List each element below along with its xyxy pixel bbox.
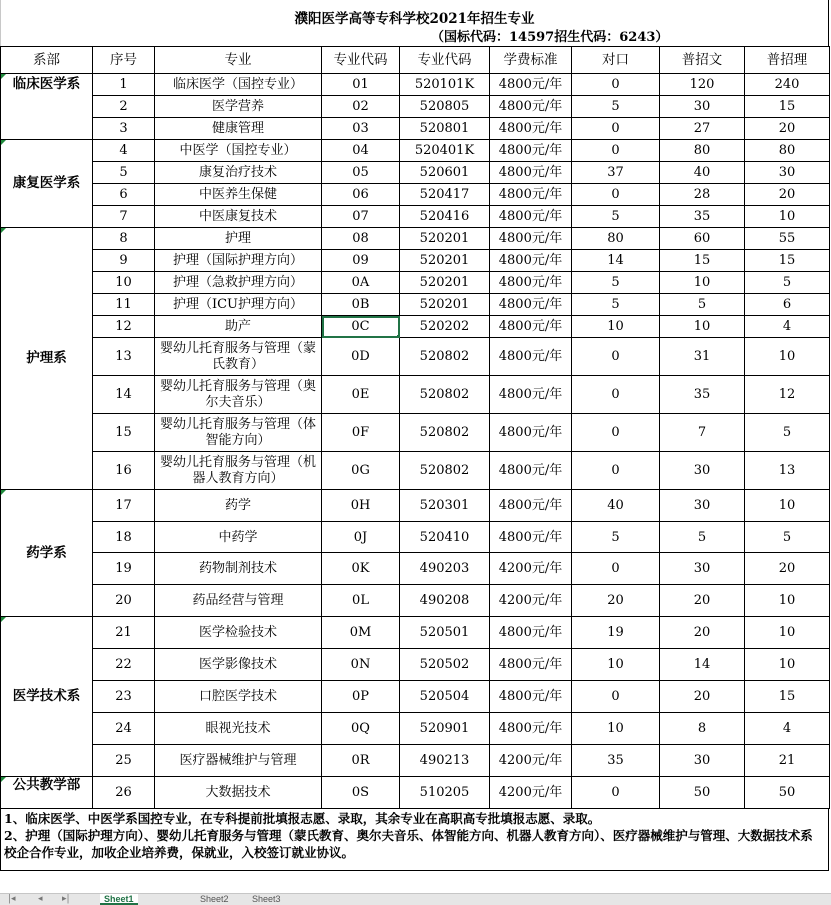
- fee-cell[interactable]: 4800元/年: [490, 522, 572, 553]
- duikou-cell[interactable]: 14: [572, 250, 660, 272]
- dept-cell-pharmacy[interactable]: 药学系: [1, 490, 93, 617]
- wen-cell[interactable]: 40: [660, 162, 745, 184]
- duikou-cell[interactable]: 5: [572, 272, 660, 294]
- duikou-cell[interactable]: 5: [572, 522, 660, 553]
- code-cell[interactable]: 520401K: [400, 140, 490, 162]
- major-cell[interactable]: 中药学: [155, 522, 322, 553]
- wen-cell[interactable]: 30: [660, 490, 745, 522]
- code-cell[interactable]: 520201: [400, 250, 490, 272]
- duikou-cell[interactable]: 0: [572, 376, 660, 414]
- mcode-cell[interactable]: 01: [322, 74, 400, 96]
- li-cell[interactable]: 13: [745, 452, 830, 490]
- li-cell[interactable]: 5: [745, 522, 830, 553]
- wen-cell[interactable]: 5: [660, 294, 745, 316]
- mcode-cell[interactable]: 07: [322, 206, 400, 228]
- major-cell[interactable]: 医学营养: [155, 96, 322, 118]
- mcode-cell[interactable]: 0G: [322, 452, 400, 490]
- wen-cell[interactable]: 20: [660, 585, 745, 617]
- sheet-title: 濮阳医学高等专科学校2021年招生专业: [294, 11, 535, 27]
- header-cell[interactable]: 普招理: [745, 47, 830, 74]
- table-row: [1, 522, 830, 553]
- fee-cell[interactable]: 4800元/年: [490, 713, 572, 745]
- table-row: [1, 617, 830, 649]
- duikou-cell[interactable]: 0: [572, 553, 660, 585]
- code-cell[interactable]: 520502: [400, 649, 490, 681]
- mcode-cell[interactable]: 06: [322, 184, 400, 206]
- mcode-cell[interactable]: 0M: [322, 617, 400, 649]
- duikou-cell[interactable]: 0: [572, 338, 660, 376]
- wen-cell[interactable]: 27: [660, 118, 745, 140]
- fee-cell[interactable]: 4800元/年: [490, 452, 572, 490]
- wen-cell[interactable]: 30: [660, 745, 745, 777]
- no-cell[interactable]: 26: [93, 777, 155, 809]
- header-cell[interactable]: 对口: [572, 47, 660, 74]
- table-row: [1, 414, 830, 452]
- wen-cell[interactable]: 35: [660, 376, 745, 414]
- table-row: [1, 777, 830, 809]
- major-cell[interactable]: 大数据技术: [155, 777, 322, 809]
- dept-cell-public[interactable]: 公共教学部: [1, 777, 93, 809]
- li-cell[interactable]: 4: [745, 316, 830, 338]
- li-cell[interactable]: 10: [745, 206, 830, 228]
- fee-cell[interactable]: 4800元/年: [490, 414, 572, 452]
- no-cell[interactable]: 25: [93, 745, 155, 777]
- mcode-cell[interactable]: 0R: [322, 745, 400, 777]
- code-cell[interactable]: 520504: [400, 681, 490, 713]
- fee-cell[interactable]: 4800元/年: [490, 206, 572, 228]
- tab-sheet1[interactable]: Sheet1: [100, 894, 138, 905]
- duikou-cell[interactable]: 20: [572, 585, 660, 617]
- wen-cell[interactable]: 10: [660, 316, 745, 338]
- mcode-cell[interactable]: 0D: [322, 338, 400, 376]
- mcode-cell[interactable]: 0L: [322, 585, 400, 617]
- fee-cell[interactable]: 4800元/年: [490, 228, 572, 250]
- mcode-cell[interactable]: 0P: [322, 681, 400, 713]
- note-2: 2、护理（国际护理方向）、婴幼儿托育服务与管理（蒙氏教育、奥尔夫音乐、体智能方向、机器人教育方向）、医疗器械维护与管理、大数据技术系校企合作专业，加收企业培养费，保就业，入校签订就业协议。: [4, 828, 813, 860]
- tab-sheet3[interactable]: Sheet3: [252, 894, 281, 904]
- header-cell[interactable]: 系部: [1, 47, 93, 74]
- code-cell[interactable]: 520801: [400, 118, 490, 140]
- major-cell[interactable]: 护理（国际护理方向）: [155, 250, 322, 272]
- duikou-cell[interactable]: 37: [572, 162, 660, 184]
- fee-cell[interactable]: 4200元/年: [490, 777, 572, 809]
- li-cell[interactable]: 10: [745, 617, 830, 649]
- no-cell[interactable]: 14: [93, 376, 155, 414]
- li-cell[interactable]: 21: [745, 745, 830, 777]
- wen-cell[interactable]: 20: [660, 681, 745, 713]
- table-row: [1, 338, 830, 376]
- fee-cell[interactable]: 4800元/年: [490, 118, 572, 140]
- mcode-cell[interactable]: 0S: [322, 777, 400, 809]
- wen-cell[interactable]: 60: [660, 228, 745, 250]
- li-cell[interactable]: 30: [745, 162, 830, 184]
- mcode-cell[interactable]: 0E: [322, 376, 400, 414]
- no-cell[interactable]: 9: [93, 250, 155, 272]
- no-cell[interactable]: 5: [93, 162, 155, 184]
- li-cell[interactable]: 15: [745, 681, 830, 713]
- table-row: [1, 206, 830, 228]
- li-cell[interactable]: 20: [745, 118, 830, 140]
- li-cell[interactable]: 80: [745, 140, 830, 162]
- sheet-subtitle: （国标代码：14597招生代码：6243）: [431, 30, 669, 45]
- li-cell[interactable]: 20: [745, 184, 830, 206]
- duikou-cell[interactable]: 5: [572, 206, 660, 228]
- duikou-cell[interactable]: 0: [572, 184, 660, 206]
- no-cell[interactable]: 16: [93, 452, 155, 490]
- table-row: [1, 713, 830, 745]
- tab-sheet2[interactable]: Sheet2: [200, 894, 229, 904]
- table-row: [1, 745, 830, 777]
- li-cell[interactable]: 10: [745, 585, 830, 617]
- li-cell[interactable]: 50: [745, 777, 830, 809]
- fee-cell[interactable]: 4800元/年: [490, 490, 572, 522]
- major-cell[interactable]: 医学检验技术: [155, 617, 322, 649]
- major-cell[interactable]: 护理（ICU护理方向）: [155, 294, 322, 316]
- no-cell[interactable]: 13: [93, 338, 155, 376]
- major-cell[interactable]: 护理: [155, 228, 322, 250]
- wen-cell[interactable]: 30: [660, 96, 745, 118]
- major-cell[interactable]: 婴幼儿托育服务与管理（蒙氏教育）: [155, 338, 322, 376]
- header-row: [1, 47, 830, 74]
- mcode-cell[interactable]: 09: [322, 250, 400, 272]
- fee-cell[interactable]: 4200元/年: [490, 585, 572, 617]
- code-cell[interactable]: 520201: [400, 272, 490, 294]
- duikou-cell[interactable]: 5: [572, 96, 660, 118]
- duikou-cell[interactable]: 0: [572, 414, 660, 452]
- table-row: [1, 118, 830, 140]
- code-cell[interactable]: 520416: [400, 206, 490, 228]
- major-cell[interactable]: 康复治疗技术: [155, 162, 322, 184]
- duikou-cell[interactable]: 5: [572, 294, 660, 316]
- no-cell[interactable]: 17: [93, 490, 155, 522]
- header-cell[interactable]: 学费标准: [490, 47, 572, 74]
- code-cell[interactable]: 520501: [400, 617, 490, 649]
- dept-cell-medtech[interactable]: 医学技术系: [1, 617, 93, 777]
- notes-cell[interactable]: [0, 809, 829, 871]
- wen-cell[interactable]: 120: [660, 74, 745, 96]
- mcode-cell[interactable]: 05: [322, 162, 400, 184]
- code-cell[interactable]: 520802: [400, 414, 490, 452]
- major-cell[interactable]: 医疗器械维护与管理: [155, 745, 322, 777]
- li-cell[interactable]: 15: [745, 96, 830, 118]
- major-cell[interactable]: 口腔医学技术: [155, 681, 322, 713]
- mcode-cell[interactable]: 08: [322, 228, 400, 250]
- no-cell[interactable]: 23: [93, 681, 155, 713]
- wen-cell[interactable]: 10: [660, 272, 745, 294]
- wen-cell[interactable]: 20: [660, 617, 745, 649]
- dept-cell-nursing[interactable]: 护理系: [1, 228, 93, 490]
- code-cell[interactable]: 520201: [400, 294, 490, 316]
- fee-cell[interactable]: 4800元/年: [490, 681, 572, 713]
- li-cell[interactable]: 10: [745, 649, 830, 681]
- major-cell[interactable]: 药学: [155, 490, 322, 522]
- wen-cell[interactable]: 80: [660, 140, 745, 162]
- wen-cell[interactable]: 30: [660, 452, 745, 490]
- no-cell[interactable]: 11: [93, 294, 155, 316]
- li-cell[interactable]: 5: [745, 272, 830, 294]
- dept-cell-clinical[interactable]: 临床医学系: [1, 74, 93, 140]
- table-row: [1, 140, 830, 162]
- wen-cell[interactable]: 8: [660, 713, 745, 745]
- duikou-cell[interactable]: 35: [572, 745, 660, 777]
- mcode-cell[interactable]: 04: [322, 140, 400, 162]
- no-cell[interactable]: 19: [93, 553, 155, 585]
- note-1: 1、临床医学、中医学系国控专业，在专科提前批填报志愿、录取，其余专业在高职高专批填报志愿、录取。: [4, 811, 601, 826]
- no-cell[interactable]: 20: [93, 585, 155, 617]
- mcode-cell-selected[interactable]: 0C: [322, 316, 400, 338]
- duikou-cell[interactable]: 0: [572, 74, 660, 96]
- sheet-tab-bar: [0, 893, 831, 905]
- mcode-cell[interactable]: 0N: [322, 649, 400, 681]
- fee-cell[interactable]: 4800元/年: [490, 316, 572, 338]
- li-cell[interactable]: 10: [745, 338, 830, 376]
- duikou-cell[interactable]: 80: [572, 228, 660, 250]
- mcode-cell[interactable]: 0A: [322, 272, 400, 294]
- major-cell[interactable]: 医学影像技术: [155, 649, 322, 681]
- duikou-cell[interactable]: 19: [572, 617, 660, 649]
- major-cell[interactable]: 中医康复技术: [155, 206, 322, 228]
- table-row: [1, 585, 830, 617]
- table-row: [1, 681, 830, 713]
- major-cell[interactable]: 药物制剂技术: [155, 553, 322, 585]
- no-cell[interactable]: 15: [93, 414, 155, 452]
- mcode-cell[interactable]: 02: [322, 96, 400, 118]
- li-cell[interactable]: 55: [745, 228, 830, 250]
- table-row: [1, 250, 830, 272]
- code-cell[interactable]: 520410: [400, 522, 490, 553]
- duikou-cell[interactable]: 40: [572, 490, 660, 522]
- no-cell[interactable]: 1: [93, 74, 155, 96]
- no-cell[interactable]: 18: [93, 522, 155, 553]
- fee-cell[interactable]: 4200元/年: [490, 745, 572, 777]
- duikou-cell[interactable]: 10: [572, 316, 660, 338]
- li-cell[interactable]: 20: [745, 553, 830, 585]
- code-cell[interactable]: 490208: [400, 585, 490, 617]
- header-cell[interactable]: 序号: [93, 47, 155, 74]
- mcode-cell[interactable]: 0J: [322, 522, 400, 553]
- code-cell[interactable]: 520201: [400, 228, 490, 250]
- wen-cell[interactable]: 5: [660, 522, 745, 553]
- li-cell[interactable]: 15: [745, 250, 830, 272]
- major-cell[interactable]: 临床医学（国控专业）: [155, 74, 322, 96]
- header-cell[interactable]: 专业: [155, 47, 322, 74]
- no-cell[interactable]: 8: [93, 228, 155, 250]
- header-cell[interactable]: 专业代码: [322, 47, 400, 74]
- code-cell[interactable]: 520802: [400, 452, 490, 490]
- table-row: [1, 452, 830, 490]
- fee-cell[interactable]: 4800元/年: [490, 96, 572, 118]
- wen-cell[interactable]: 28: [660, 184, 745, 206]
- code-cell[interactable]: 520301: [400, 490, 490, 522]
- code-cell[interactable]: 520802: [400, 338, 490, 376]
- code-cell[interactable]: 510205: [400, 777, 490, 809]
- table-row: [1, 553, 830, 585]
- li-cell[interactable]: 12: [745, 376, 830, 414]
- no-cell[interactable]: 7: [93, 206, 155, 228]
- fee-cell[interactable]: 4800元/年: [490, 338, 572, 376]
- no-cell[interactable]: 21: [93, 617, 155, 649]
- mcode-cell[interactable]: 0F: [322, 414, 400, 452]
- mcode-cell[interactable]: 0B: [322, 294, 400, 316]
- no-cell[interactable]: 24: [93, 713, 155, 745]
- title-block[interactable]: [0, 0, 829, 46]
- duikou-cell[interactable]: 0: [572, 118, 660, 140]
- no-cell[interactable]: 2: [93, 96, 155, 118]
- wen-cell[interactable]: 15: [660, 250, 745, 272]
- mcode-cell[interactable]: 0Q: [322, 713, 400, 745]
- fee-cell[interactable]: 4800元/年: [490, 376, 572, 414]
- major-cell[interactable]: 婴幼儿托育服务与管理（体智能方向）: [155, 414, 322, 452]
- major-cell[interactable]: 婴幼儿托育服务与管理（机器人教育方向）: [155, 452, 322, 490]
- major-cell[interactable]: 眼视光技术: [155, 713, 322, 745]
- no-cell[interactable]: 10: [93, 272, 155, 294]
- li-cell[interactable]: 10: [745, 490, 830, 522]
- fee-cell[interactable]: 4800元/年: [490, 140, 572, 162]
- table-row: [1, 294, 830, 316]
- dept-cell-rehab[interactable]: 康复医学系: [1, 140, 93, 228]
- no-cell[interactable]: 22: [93, 649, 155, 681]
- duikou-cell[interactable]: 0: [572, 681, 660, 713]
- mcode-cell[interactable]: 0K: [322, 553, 400, 585]
- duikou-cell[interactable]: 10: [572, 649, 660, 681]
- code-cell[interactable]: 520417: [400, 184, 490, 206]
- code-cell[interactable]: 520202: [400, 316, 490, 338]
- code-cell[interactable]: 490203: [400, 553, 490, 585]
- table-row: [1, 96, 830, 118]
- li-cell[interactable]: 5: [745, 414, 830, 452]
- code-cell[interactable]: 520901: [400, 713, 490, 745]
- no-cell[interactable]: 3: [93, 118, 155, 140]
- table-row: [1, 272, 830, 294]
- wen-cell[interactable]: 14: [660, 649, 745, 681]
- fee-cell[interactable]: 4800元/年: [490, 74, 572, 96]
- no-cell[interactable]: 6: [93, 184, 155, 206]
- table-row: [1, 162, 830, 184]
- code-cell[interactable]: 520601: [400, 162, 490, 184]
- table-row: [1, 184, 830, 206]
- table-row: [1, 228, 830, 250]
- major-cell[interactable]: 中医养生保健: [155, 184, 322, 206]
- no-cell[interactable]: 4: [93, 140, 155, 162]
- table-row: [1, 316, 830, 338]
- fee-cell[interactable]: 4800元/年: [490, 184, 572, 206]
- fee-cell[interactable]: 4800元/年: [490, 250, 572, 272]
- first-sheet-icon[interactable]: |◂: [8, 894, 16, 904]
- fee-cell[interactable]: 4800元/年: [490, 272, 572, 294]
- wen-cell[interactable]: 30: [660, 553, 745, 585]
- wen-cell[interactable]: 50: [660, 777, 745, 809]
- fee-cell[interactable]: 4800元/年: [490, 162, 572, 184]
- fee-cell[interactable]: 4800元/年: [490, 294, 572, 316]
- wen-cell[interactable]: 7: [660, 414, 745, 452]
- code-cell[interactable]: 520101K: [400, 74, 490, 96]
- code-cell[interactable]: 520805: [400, 96, 490, 118]
- fee-cell[interactable]: 4800元/年: [490, 649, 572, 681]
- table-row: [1, 490, 830, 522]
- table-row: [1, 649, 830, 681]
- code-cell[interactable]: 490213: [400, 745, 490, 777]
- prev-sheet-icon[interactable]: ◂: [38, 894, 43, 904]
- major-cell[interactable]: 健康管理: [155, 118, 322, 140]
- table-row: [1, 376, 830, 414]
- enrollment-table: [0, 46, 830, 809]
- fee-cell[interactable]: 4800元/年: [490, 617, 572, 649]
- major-cell[interactable]: 药品经营与管理: [155, 585, 322, 617]
- next-sheet-icon[interactable]: ▸|: [62, 894, 70, 904]
- li-cell[interactable]: 6: [745, 294, 830, 316]
- header-cell[interactable]: 普招文: [660, 47, 745, 74]
- fee-cell[interactable]: 4200元/年: [490, 553, 572, 585]
- mcode-cell[interactable]: 0H: [322, 490, 400, 522]
- duikou-cell[interactable]: 0: [572, 452, 660, 490]
- major-cell[interactable]: 中医学（国控专业）: [155, 140, 322, 162]
- code-cell[interactable]: 520802: [400, 376, 490, 414]
- mcode-cell[interactable]: 03: [322, 118, 400, 140]
- no-cell[interactable]: 12: [93, 316, 155, 338]
- wen-cell[interactable]: 35: [660, 206, 745, 228]
- duikou-cell[interactable]: 10: [572, 713, 660, 745]
- header-cell[interactable]: 专业代码: [400, 47, 490, 74]
- duikou-cell[interactable]: 0: [572, 140, 660, 162]
- major-cell[interactable]: 助产: [155, 316, 322, 338]
- table-row: [1, 74, 830, 96]
- major-cell[interactable]: 护理（急救护理方向）: [155, 272, 322, 294]
- li-cell[interactable]: 240: [745, 74, 830, 96]
- wen-cell[interactable]: 31: [660, 338, 745, 376]
- duikou-cell[interactable]: 0: [572, 777, 660, 809]
- major-cell[interactable]: 婴幼儿托育服务与管理（奥尔夫音乐）: [155, 376, 322, 414]
- li-cell[interactable]: 4: [745, 713, 830, 745]
